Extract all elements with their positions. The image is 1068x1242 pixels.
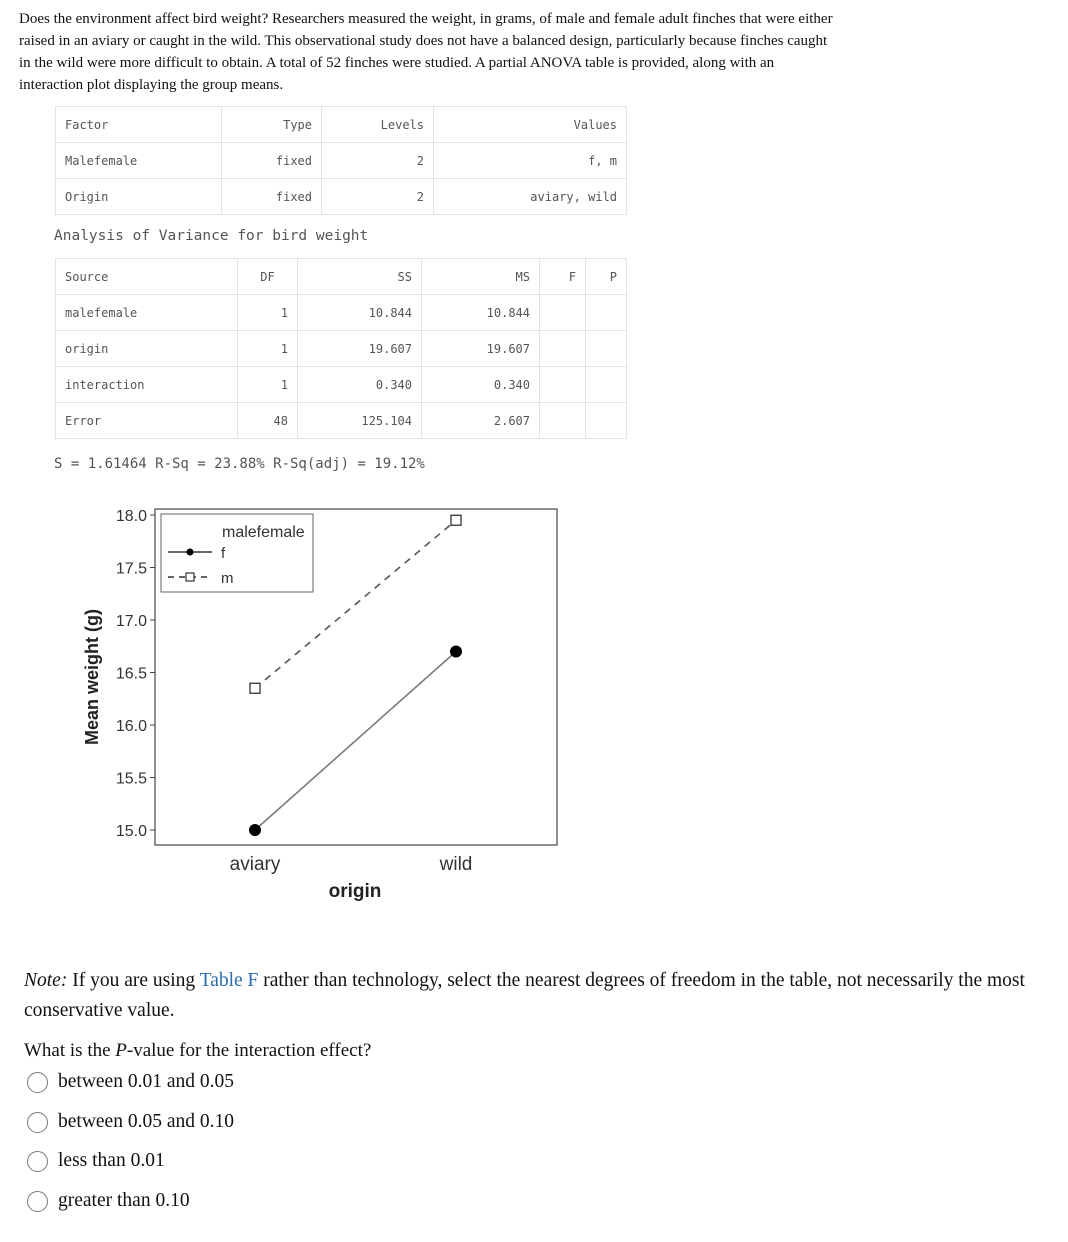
legend-marker-m bbox=[186, 573, 194, 581]
table-cell: 48 bbox=[238, 403, 298, 439]
note-text-2: rather than technology, select the nearest degrees of freedom in the table, not necessarily the most conservative value. bbox=[24, 970, 1025, 1021]
table-cell: f, m bbox=[434, 143, 627, 179]
option-4[interactable] bbox=[27, 1190, 190, 1212]
levels-header-cell: Levels bbox=[322, 107, 434, 143]
y-tick-label: 16.5 bbox=[115, 665, 147, 683]
source-header-cell: Source bbox=[56, 259, 238, 295]
table-cell: 1 bbox=[238, 367, 298, 403]
y-tick-label: 15.5 bbox=[115, 770, 147, 788]
option-1[interactable] bbox=[27, 1071, 234, 1093]
option-label: between 0.01 and 0.05 bbox=[58, 1071, 234, 1092]
option-label: less than 0.01 bbox=[58, 1150, 165, 1171]
legend-title: malefemale bbox=[222, 524, 305, 541]
radio-button[interactable] bbox=[27, 1191, 48, 1212]
table-cell: 2 bbox=[322, 143, 434, 179]
table-cell: Error bbox=[56, 403, 238, 439]
table-cell: 19.607 bbox=[422, 331, 540, 367]
table-f-link[interactable]: Table F bbox=[199, 970, 259, 991]
table-cell: 0.340 bbox=[298, 367, 422, 403]
table-cell: fixed bbox=[222, 143, 322, 179]
ss-header-cell: SS bbox=[298, 259, 422, 295]
data-point-f-wild bbox=[450, 646, 462, 658]
question-p: P bbox=[115, 1040, 127, 1061]
table-cell: interaction bbox=[56, 367, 238, 403]
table-cell: 2 bbox=[322, 179, 434, 215]
table-cell: 2.607 bbox=[422, 403, 540, 439]
y-tick-label: 17.0 bbox=[115, 613, 147, 630]
table-cell: fixed bbox=[222, 179, 322, 215]
legend-label-m: m bbox=[221, 570, 234, 587]
intro-text: Does the environment affect bird weight? Researchers measured the weight, in grams, of male and female adult finches that were either raised in an aviary or caught in the wild. This observational study does not have a balanced design, particularly because finches caught in the wild were more difficult to obtain. A total of 52 finches were studied. A partial ANOVA table is provided, along with an interaction plot displaying the group means. bbox=[19, 11, 833, 93]
radio-button[interactable] bbox=[27, 1112, 48, 1133]
option-2[interactable] bbox=[27, 1111, 234, 1133]
x-axis-label: origin bbox=[328, 881, 382, 902]
y-tick-label: 18.0 bbox=[115, 508, 147, 525]
legend-marker-f bbox=[187, 549, 194, 556]
table-cell: 10.844 bbox=[298, 295, 422, 331]
option-3[interactable] bbox=[27, 1150, 165, 1172]
option-label: greater than 0.10 bbox=[58, 1190, 190, 1211]
legend bbox=[161, 514, 313, 592]
table-cell: 19.607 bbox=[298, 331, 422, 367]
f-header-cell: F bbox=[540, 259, 586, 295]
radio-button[interactable] bbox=[27, 1072, 48, 1093]
data-point-m-aviary bbox=[250, 683, 260, 693]
table-cell: aviary, wild bbox=[434, 179, 627, 215]
x-tick-label: aviary bbox=[229, 854, 281, 875]
table-cell: 10.844 bbox=[422, 295, 540, 331]
data-point-f-aviary bbox=[249, 824, 261, 836]
data-point-m-wild bbox=[451, 515, 461, 525]
x-tick-label: wild bbox=[439, 854, 473, 875]
anova-title: Analysis of Variance for bird weight bbox=[54, 228, 369, 244]
factor-header-cell: Factor bbox=[56, 107, 222, 143]
values-header-cell: Values bbox=[434, 107, 627, 143]
legend-label-f: f bbox=[221, 545, 226, 562]
question-text-2: -value for the interaction effect? bbox=[126, 1040, 372, 1061]
p-header-cell: P bbox=[586, 259, 627, 295]
table-cell: malefemale bbox=[56, 295, 238, 331]
note bbox=[24, 966, 1068, 1026]
table-cell: 0.340 bbox=[422, 367, 540, 403]
ms-header-cell: MS bbox=[422, 259, 540, 295]
y-axis bbox=[116, 508, 155, 840]
y-tick-label: 15.0 bbox=[115, 823, 147, 840]
y-tick-label: 17.5 bbox=[115, 560, 147, 578]
x-axis bbox=[230, 854, 473, 875]
df-header-cell: DF bbox=[238, 259, 298, 295]
question-text-1: What is the bbox=[24, 1040, 116, 1061]
model-summary: S = 1.61464 R-Sq = 23.88% R-Sq(adj) = 19.12% bbox=[54, 456, 425, 472]
table-cell: Origin bbox=[56, 179, 222, 215]
table-cell: 1 bbox=[238, 331, 298, 367]
type-header-cell: Type bbox=[222, 107, 322, 143]
note-prefix: Note: bbox=[24, 970, 68, 991]
y-axis-label: Mean weight (g) bbox=[82, 609, 102, 745]
table-cell: 125.104 bbox=[298, 403, 422, 439]
option-label: between 0.05 and 0.10 bbox=[58, 1111, 234, 1132]
table-cell: origin bbox=[56, 331, 238, 367]
table-cell: 1 bbox=[238, 295, 298, 331]
question bbox=[24, 1040, 371, 1062]
table-cell: Malefemale bbox=[56, 143, 222, 179]
note-text-1: If you are using bbox=[67, 970, 200, 991]
y-tick-label: 16.0 bbox=[115, 718, 147, 735]
radio-button[interactable] bbox=[27, 1151, 48, 1172]
